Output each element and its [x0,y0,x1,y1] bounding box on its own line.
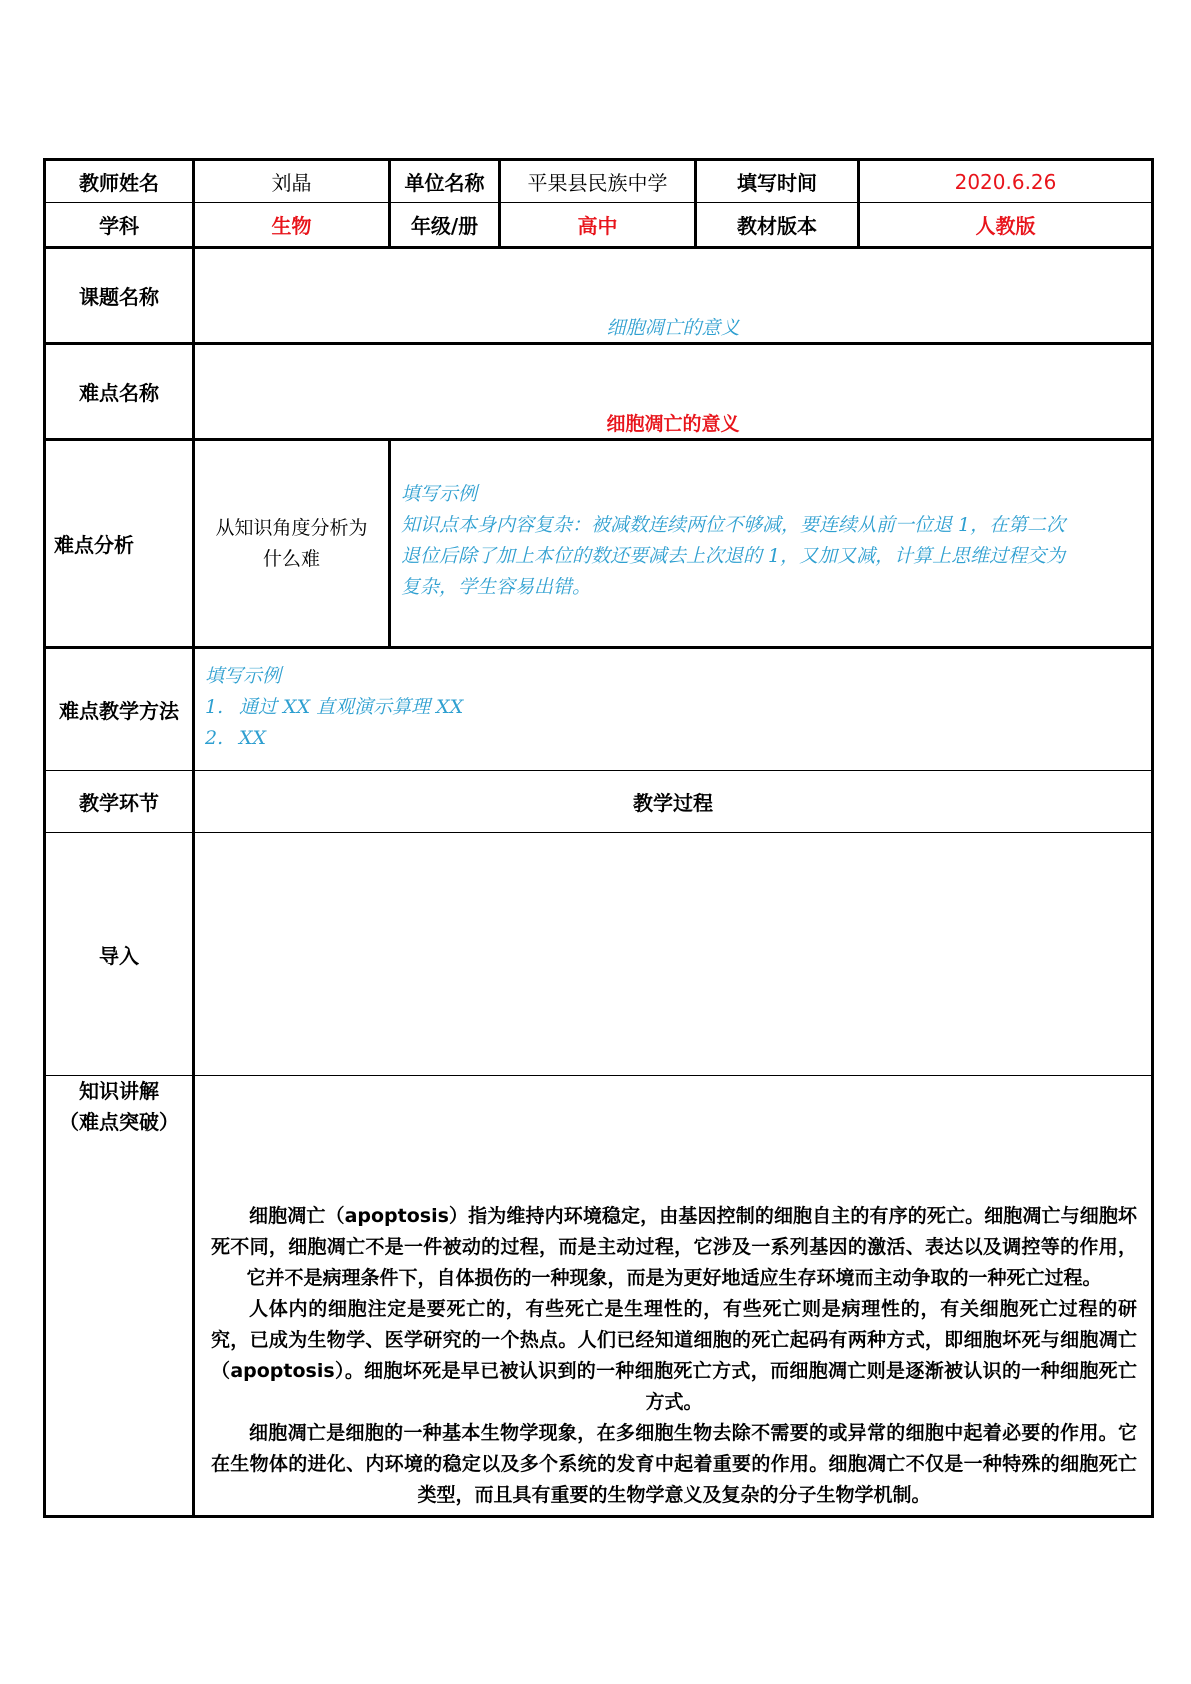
intro-label: 导入 [45,833,194,1076]
method-item-2-text: XX [239,727,267,749]
stage-label: 教学环节 [45,771,194,833]
grade-label: 年级/册 [390,203,500,248]
analysis-answer-cell [390,440,1153,648]
process-label: 教学过程 [194,771,1153,833]
edition-value: 人教版 [859,203,1153,248]
difficulty-row [45,344,1153,440]
knowledge-row [45,1076,1153,1517]
intro-content-cell [194,833,1153,1076]
process-header-row [45,771,1153,833]
analysis-example-title: 填写示例 [401,483,478,505]
difficulty-value-cell [194,344,1153,440]
method-example-title: 填写示例 [205,665,282,687]
edition-label: 教材版本 [696,203,859,248]
knowledge-label-line1: 知识讲解 [79,1079,159,1103]
analysis-row [45,440,1153,648]
knowledge-label-cell [45,1076,194,1517]
method-content [195,661,1151,754]
lesson-plan-table [43,158,1154,1518]
fill-date-value: 2020.6.26 [859,160,1153,203]
unit-name-value: 平果县民族中学 [500,160,696,203]
method-item-1-text: 通过 XX 直观演示算理 XX [239,696,464,718]
method-label: 难点教学方法 [45,648,194,771]
analysis-label: 难点分析 [45,440,194,648]
header-row-1 [45,160,1153,203]
subject-label: 学科 [45,203,194,248]
subject-value: 生物 [194,203,390,248]
analysis-line-1: 知识点本身内容复杂：被减数连续两位不够减，要连续从前一位退 1，在第二次 [401,514,1066,536]
method-item-2 [205,723,1141,754]
topic-label: 课题名称 [45,248,194,344]
difficulty-label: 难点名称 [45,344,194,440]
topic-value: 细胞凋亡的意义 [606,317,740,339]
knowledge-label-line2: （难点突破） [59,1110,179,1134]
knowledge-paragraph-1: 细胞凋亡（apoptosis）指为维持内环境稳定，由基因控制的细胞自主的有序的死亡。细胞凋亡与细胞坏死不同，细胞凋亡不是一件被动的过程，而是主动过程，它涉及一系列基因的激活、表达以及调控等的作用，它并不是病理条件下，自体损伤的一种现象，而是为更好地适应生存环境而主动争取的一种死亡过程。 [211,1205,1137,1289]
analysis-line-3: 复杂，学生容易出错。 [401,576,592,598]
analysis-line-2: 退位后除了加上本位的数还要减去上次退的 1，又加又减，计算上思维过程交为 [401,545,1066,567]
analysis-question-line2: 什么难 [262,547,320,570]
topic-row [45,248,1153,344]
header-row-2 [45,203,1153,248]
grade-value: 高中 [500,203,696,248]
knowledge-paragraph-2: 人体内的细胞注定是要死亡的，有些死亡是生理性的，有些死亡则是病理性的，有关细胞死亡过程的研究，已成为生物学、医学研究的一个热点。人们已经知道细胞的死亡起码有两种方式，即细胞坏死与细胞凋亡（apoptosis）。细胞坏死是早已被认识到的一种细胞死亡方式，而细胞凋亡则是逐渐被认识的一种细胞死亡方式。 [211,1298,1137,1413]
unit-name-label: 单位名称 [390,160,500,203]
method-value-cell [194,648,1153,771]
knowledge-paragraph-3: 细胞凋亡是细胞的一种基本生物学现象，在多细胞生物去除不需要的或异常的细胞中起着必要的作用。它在生物体的进化、内环境的稳定以及多个系统的发育中起着重要的作用。细胞凋亡不仅是一种特殊的细胞死亡类型，而且具有重要的生物学意义及复杂的分子生物学机制。 [211,1422,1137,1506]
analysis-question-line1: 从知识角度分析为 [215,516,368,539]
method-item-1-num: 1. [205,696,224,718]
difficulty-value: 细胞凋亡的意义 [606,413,740,435]
teacher-name-label: 教师姓名 [45,160,194,203]
teacher-name-value: 刘晶 [194,160,390,203]
fill-date-label: 填写时间 [696,160,859,203]
knowledge-content-cell [194,1076,1153,1517]
analysis-answer [391,479,1151,603]
method-item-2-num: 2. [205,727,224,749]
topic-value-cell [194,248,1153,344]
method-item-1 [205,692,1141,723]
method-row [45,648,1153,771]
intro-row [45,833,1153,1076]
analysis-question-cell [194,440,390,648]
